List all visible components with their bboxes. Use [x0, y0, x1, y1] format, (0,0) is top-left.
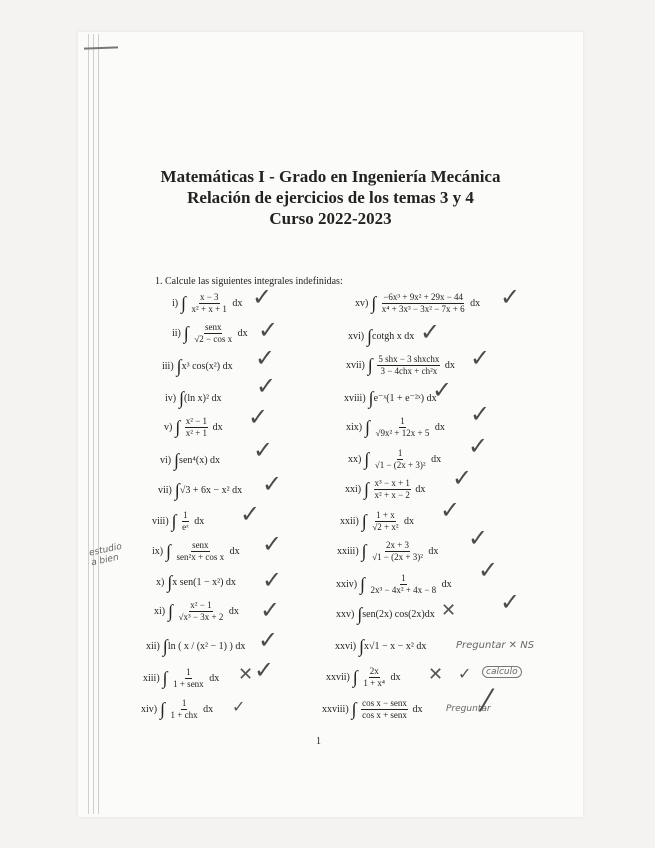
integral-item: xxiii) ∫ $\frac{2x + 3}{\text{√1 − (2x + 3)²}}$ dx: [337, 540, 439, 562]
cross-mark-icon: ✕: [238, 664, 254, 685]
cross-mark-icon: ✕: [441, 600, 457, 621]
integral-item: xiii) ∫ $\frac{1}{\text{1 + senx}}$ dx: [143, 667, 220, 689]
integral-item: xvii) ∫ $\frac{\text{5 shx − 3 shxchx}}{\text{3 − 4chx + ch²x}}$ dx: [346, 354, 455, 376]
check-mark-icon: ✓: [253, 436, 274, 464]
integral-item: ix) ∫ $\frac{\text{senx}}{\text{sen²x + cos x}}$ dx: [152, 540, 240, 562]
integral-item: xii) ∫ln ( x / (x² − 1) ) dx: [146, 636, 246, 656]
exercise-intro: 1. Calcule las siguientes integrales indefinidas:: [155, 276, 343, 287]
handwritten-note: Preguntar ✕ NS: [456, 640, 535, 651]
title-line-3: Curso 2022-2023: [269, 209, 392, 228]
integral-item: x) ∫x sen(1 − x²) dx: [156, 572, 236, 592]
check-mark-icon: ✓: [440, 496, 461, 524]
integral-item: viii) ∫ $\frac{1}{\text{eˣ}}$ dx: [152, 510, 205, 532]
integral-item: xix) ∫ $\frac{1}{\text{√9x² + 12x + 5}}$ dx: [346, 416, 445, 438]
handwritten-note: Preguntar: [446, 704, 491, 714]
check-mark-icon: ✓: [470, 400, 491, 428]
title-line-1: Matemáticas I - Grado en Ingeniería Mecánica: [160, 167, 501, 186]
check-mark-icon: ✓: [420, 318, 441, 346]
handwritten-note: calculo: [482, 666, 522, 678]
check-mark-icon: ✓: [468, 524, 489, 552]
integral-item: xv) ∫ $\frac{\text{−6x³ + 9x² + 29x − 44}}{\text{x⁴ + 3x³ − 3x² − 7x + 6}}$ dx: [355, 292, 481, 314]
check-mark-icon: ⁄: [484, 684, 490, 719]
check-mark-icon: ✓: [470, 344, 491, 372]
check-mark-icon: ✓: [432, 376, 453, 404]
integral-item: iv) ∫(ln x)² dx: [165, 388, 222, 408]
check-mark-icon: ✓: [262, 566, 283, 594]
title-line-2: Relación de ejercicios de los temas 3 y 4: [187, 188, 474, 207]
check-mark-icon: ✓: [468, 432, 489, 460]
integral-item: xxii) ∫ $\frac{1 + x}{\text{√2 + x²}}$ dx: [340, 510, 415, 532]
check-mark-icon: ✓: [258, 626, 279, 654]
integral-item: xxi) ∫ $\frac{\text{x³ − x + 1}}{\text{x² + x − 2}}$ dx: [345, 478, 426, 500]
cross-mark-icon: ✕: [428, 664, 444, 685]
check-mark-icon: ✓: [256, 372, 277, 400]
integral-item: iii) ∫x³ cos(x²) dx: [162, 356, 233, 376]
integral-item: xxviii) ∫ $\frac{\text{cos x − senx}}{\text{cos x + senx}}$ dx: [322, 698, 423, 720]
integral-item: i) ∫ $\frac{x - 3}{\text{x² + x + 1}}$ dx: [172, 292, 243, 314]
integral-item: ii) ∫ $\frac{\text{senx}}{\text{√2 − cos x}}$ dx: [172, 322, 248, 344]
check-mark-icon: ✓: [500, 283, 521, 311]
integral-item: vi) ∫sen⁴(x) dx: [160, 450, 221, 470]
check-mark-icon: ✓: [262, 470, 283, 498]
integral-item: vii) ∫√3 + 6x − x² dx: [158, 480, 243, 500]
check-mark-icon: ✓: [252, 283, 273, 311]
integral-item: xxiv) ∫ $\frac{1}{\text{2x³ − 4x² + 4x − 8}}$ dx: [336, 573, 452, 595]
check-mark-icon: ✓: [478, 556, 499, 584]
check-mark-icon: ✓: [500, 588, 521, 616]
binding-lines: [80, 34, 120, 814]
check-mark-icon: ✓: [248, 403, 269, 431]
integral-item: xxvii) ∫ $\frac{2x}{\text{1 + x⁴}}$ dx: [326, 666, 401, 688]
check-mark-icon: ✓: [254, 656, 275, 684]
handwritten-note: estudio a bien: [88, 541, 123, 569]
integral-item: xviii) ∫e⁻ˣ(1 + e⁻²ˣ) dx: [344, 388, 437, 408]
check-mark-icon: ✓: [258, 316, 279, 344]
integral-item: v) ∫ $\frac{\text{x² − 1}}{\text{x² + 1}}$ dx: [164, 416, 223, 438]
check-mark-icon: ✓: [232, 697, 246, 716]
check-mark-icon: ✓: [458, 664, 472, 683]
integral-item: xi) ∫ $\frac{\text{x² − 1}}{\text{√x³ − 3x + 2}}$ dx: [154, 600, 239, 622]
integral-item: xx) ∫ $\frac{1}{\text{√1 − (2x + 3)²}}$ dx: [348, 448, 442, 470]
check-mark-icon: ✓: [452, 464, 473, 492]
integral-item: xvi) ∫cotgh x dx: [348, 326, 415, 346]
check-mark-icon: ✓: [255, 344, 276, 372]
check-mark-icon: ✓: [260, 596, 281, 624]
integral-item: xiv) ∫ $\frac{1}{\text{1 + chx}}$ dx: [141, 698, 214, 720]
page-number: 1: [316, 736, 321, 747]
integral-item: xxvi) ∫x√1 − x − x² dx: [335, 636, 427, 656]
check-mark-icon: ✓: [262, 530, 283, 558]
check-mark-icon: ✓: [240, 500, 261, 528]
integral-item: xxv) ∫sen(2x) cos(2x)dx: [336, 604, 435, 624]
